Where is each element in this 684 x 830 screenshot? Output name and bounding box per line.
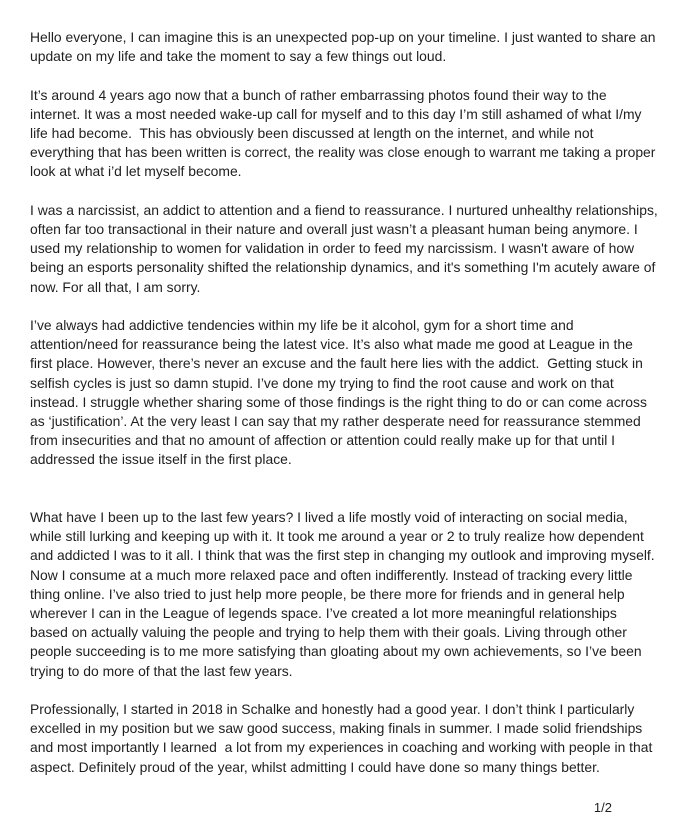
document-body: [30, 28, 662, 796]
page-number: 1/2: [593, 800, 612, 815]
paragraph-professionally: Professionally, I started in 2018 in Schalke and honestly had a good year. I don’t think I particularly excelled in my position but we saw good success, making finals in summer. I made solid friendships and most importantly I learned a lot from my experiences in coaching and working with people in that aspect. Definitely proud of the year, whilst admitting I could have done so many things better.: [30, 701, 657, 775]
paragraph-intro: Hello everyone, I can imagine this is an unexpected pop-up on your timeline. I just wanted to share an update on my life and take the moment to say a few things out loud.: [30, 29, 660, 65]
paragraph-narcissist: I was a narcissist, an addict to attention and a fiend to reassurance. I nurtured unhealthy relationships, often far too transactional in their nature and overall just wasn’t a pleasant human being anymore. I used my relationship to women for validation in order to feed my narcissism. I wasn't aware of how being an esports personality shifted the relationship dynamics, and it's something I'm acutely aware of now. For all that, I am sorry.: [30, 201, 662, 295]
paragraph-addictive-tendencies: I’ve always had addictive tendencies within my life be it alcohol, gym for a short time and attention/need for reassurance being the latest vice. It’s also what made me good at League in the first place. However, there’s never an excuse and the fault here lies with the addict. Getting stuck in selfish cycles is just so damn stupid. I’ve done my trying to find the root cause and work on that instead. I struggle whether sharing some of those findings is the right thing to do or can come across as ‘justification’. At the very least I can say that my rather desperate need for reassurance stemmed from insecurities and that no amount of affection or attention could really make up for that until I addressed the issue itself in the first place.: [30, 317, 651, 468]
paragraph-photos: It’s around 4 years ago now that a bunch of rather embarrassing photos found their way to the internet. It was a most needed wake-up call for myself and to this day I’m still ashamed of what I/my life had become. This has obviously been discussed at length on the internet, and while not everything that has been written is correct, the reality was close enough to warrant me taking a proper look at what i’d let myself become.: [30, 86, 660, 180]
paragraph-last-few-years: What have I been up to the last few years? I lived a life mostly void of interacting on social media, while still lurking and keeping up with it. It took me around a year or 2 to truly realize how dependent and addicted I was to it all. I think that was the first step in changing my outlook and improving myself. Now I consume at a much more relaxed pace and often indifferently. Instead of tracking every little thing online. I’ve also tried to just help more people, be there more for friends and in general help wherever I can in the League of legends space. I’ve created a lot more meaningful relationships based on actually valuing the people and trying to help them with their goals. Living through other people succeeding is to me more satisfying than gloating about my own achievements, so I’ve been trying to do more of that the last few years.: [30, 509, 659, 679]
